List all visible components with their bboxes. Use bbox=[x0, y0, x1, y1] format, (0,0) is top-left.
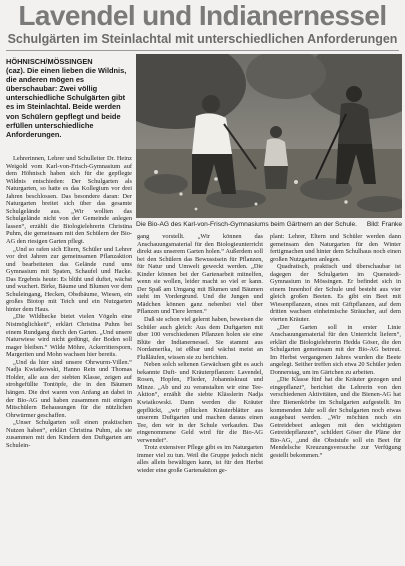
dateline: HÖHNISCH/MÖSSINGEN bbox=[6, 57, 93, 66]
paragraph: Quadratisch, praktisch und überschaubar ist dagegen der Schulgarten im Quenstedt-Gymnasium in Mössingen. Er befindet sich in einem Innenhof der Schule und besteht aus vier gleich großen Beeten. Es gibt ein Beet mit Wiesenpflanzen, eines mit Giftpflanzen, auf dem dritten wachsen einheimische Sträucher, auf dem vierten Kräuter. bbox=[270, 263, 401, 324]
text-column-2 bbox=[137, 233, 263, 563]
paragraph: plant: Lehrer, Eltern und Schüler werden dann gemeinsam den Naturgarten für den Winter fertigmachen und hinter dem Schulhaus noch einen großen Nutzgarten anlegen. bbox=[270, 233, 401, 263]
headline: Lavendel und Indianernessel bbox=[18, 0, 387, 31]
article-lead bbox=[6, 57, 132, 139]
paragraph: „Unser Schulgarten soll einen praktischen Nutzen haben“, erklärt Christina Puhm, als sie zusammen mit den Kindern den Duftgarten am Schulein- bbox=[6, 419, 132, 449]
paragraph: „Der Garten soll in erster Linie Anschauungsmaterial für den Unterricht liefern“, erklärt die Biologielehrerin Hedda Göser, die den Schulgarten gemeinsam mit der Bio-AG betreut. Im Herbst vergangenen Jahres wurden die Beete angelegt. Seither treffen sich etwa 20 Schüler jeden Donnerstag, um im Gärtchen zu arbeiten. bbox=[270, 323, 401, 376]
lead-text: (caz). Die einen lieben die Wildnis, die anderen mögen es überschaubar: Zwei völlig unterschiedliche Schulgärten gibt es im Steinlachtal. Beide werden von Schülern gepflegt und beide erfüllen unterschiedliche Anforderungen. bbox=[6, 66, 127, 139]
paragraph: gang vorstellt. „Wir können das Anschauungsmaterial für den Biologieunterricht direkt aus unserem Garten holen.“ Außerdem soll bei den Schülern das Bewusstsein für Pflanzen, für Natur und Umwelt geweckt werden. „Die Kinder können bei der Gartenarbeit mitnelfen, wenn sie wollen, leider macht so viel er kann. Der Spaß am Umgang mit Blumen und Bäumen steht im Vordergrund. Und die Jungen und Mädchen können ganz nebenbei viel über Pflanzen und Tiere lernen.“ bbox=[137, 233, 263, 316]
paragraph: „Und so rafen sich Eltern, Schüler und Lehrer vor drei Jahren zur gemeinsamen Pflanzaktion und bearbeiteten das Gelände rund ums Gymnasium mit Spaten, Schaufel und Hacke. Das Ergebnis heute: Es blüht und duftet, wächst und wuchert. Birke, Bäume und Blumen vor dem Schuleingang, Hecken, Obstbäume, Wiesen, ein großes Biotop mit Teich und ein Nutzgarten hinter dem Haus. bbox=[6, 245, 132, 313]
paragraph: Lehrerinnen, Lehrer und Schulleiter Dr. Heinz Weigold vom Karl-von-Frisch-Gymnasium auf dem Höhnisch haben sich für die gepflegte Wildnis entschieden: Der Schulgarten als Naturgarten, so hatte es das Kollegium vor drei Jahren beschlossen. Das besondere daran: Der Naturgarten breitet sich über das gesamte Schulgelände aus. „Wir wollten das Schulgelände nicht von der Gemeinde anlegen lassen“, erzählt die Biologielehrerin Christina Puhm, die gemeinsam mit den Schülern der Bio-AG den riesigen Garten pflegt. bbox=[6, 155, 132, 246]
garden-photo-image bbox=[136, 54, 402, 218]
paragraph: Trotz extensiver Pflege gibt es im Naturgarten immer viel zu tun. Weil die Gruppe jedoch nicht alles allein bewältigen kann, ist für den Herbst wieder eine große Gartenaktion ge- bbox=[137, 444, 263, 474]
paragraph: Daß sie schon viel gelernt haben, beweisen die Schüler auch gleich: Aus dem Duftgarten mit über 100 verschiedenen Pflanzen holen sie eine Blüte der Indianernessel. Sie stammt aus Nordamerika, ist eßbar und wächst meist an Flußläufen, wissen sie zu berichten. bbox=[137, 316, 263, 361]
paragraph: Neben solch seltenen Gewächsen gibt es auch bekannte Duft- und Kräuterpflanzen: Lavendel, Rosen, Hopfen, Flieder, Johanniskraut und Minze. „Ab und zu veranstalten wir eine Tee-Aktion“, erzählt die siebte Klässlerin Nadja Kwiatkowski. Dann werden die Kräuter gepflückt, „wir pflücken Kräuterblätter aus unserem Duftgarten und machen daraus einen Tee, den wir in der Schule verkaufen. Das eingenommene Geld wird für die Bio-AG verwendet“. bbox=[137, 361, 263, 444]
divider bbox=[6, 50, 399, 51]
paragraph: „Die Wildhecke bietet vielen Vögeln eine Nistmöglichkeit“, erklärt Christina Puhm bei einem Rundgang durch den Garten. „Und unsere Naturwiese wird nicht gedüngt, der Boden soll mager bleiben.“ Wilde Möhre, Ackerrittersporn, Margeriten und Mohn wachsen hier bereits. bbox=[6, 313, 132, 359]
caption-text: Die Bio-AG des Karl-von-Frisch-Gymnasiums beim Gärtnern an der Schule. bbox=[136, 221, 357, 228]
paragraph: „Die Klasse fünf hat die Kräuter gezogen und eingepflanzt“, berichtet die Lehrerin von den verschiedenen Aktivitäten, und die Bienen-AG hat ihre Bienenkörbe im Schulgarten aufgestellt. Im kommenden Jahr soll der Schulgarten noch etwas ausgebaut werden. „Wir möchten noch ein Getreidebeet anlegen mit den wichtigsten Getreidepflanzen“, schildert Göser die Pläne der Bio-AG, „und die Obststufe soll ein Beet für Mendelsche Kreuzungsversuche zur Verfügung gestellt bekommen.“ bbox=[270, 376, 401, 459]
article-photo bbox=[136, 54, 402, 218]
photo-caption bbox=[136, 218, 402, 231]
text-column-1 bbox=[6, 155, 132, 563]
paragraph: „Und da hier sind unsere Ohrwurm-Villen.“ Nadja Kwiatkowski, Hanno Rein und Thomas Holder, alle aus der siebten Klasse, zeigen auf strohgefüllte Tontöpfe, die in den Bäumen hängen. Die drei waren von Anfang an dabei in der Bio-AG und haben zusammen mit einigen Mitschülern Behausungen für die nützlichen Ohrwürmer geschaffen. bbox=[6, 358, 132, 419]
text-column-3 bbox=[270, 233, 401, 563]
subheadline: Schulgärten im Steinlachtal mit unterschiedlichen Anforderungen bbox=[7, 32, 398, 46]
photo-credit: Bild: Franke bbox=[366, 221, 402, 228]
